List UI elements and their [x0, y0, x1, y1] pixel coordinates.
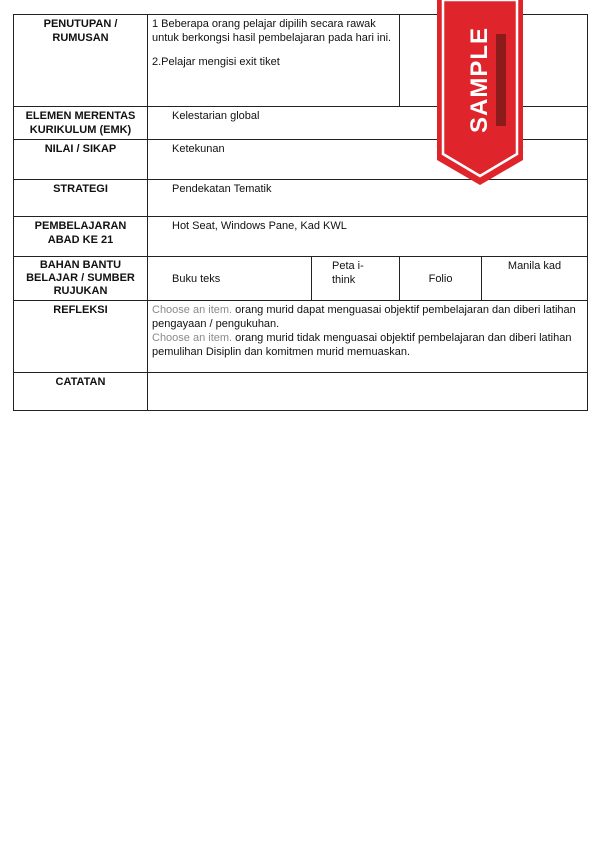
row-refleksi: [14, 301, 588, 373]
label-strategi: STRATEGI: [14, 180, 148, 217]
value-catatan: [148, 373, 588, 411]
watermark-text: SAMPLE: [466, 26, 494, 134]
refleksi-text-2: orang murid tidak menguasai objektif pembelajaran dan diberi latihan pemulihan Disiplin dan komitmen murid memuaskan.: [152, 332, 572, 358]
value-emk: Kelestarian global: [148, 107, 588, 140]
row-strategi: [14, 180, 588, 217]
label-refleksi: REFLEKSI: [14, 301, 148, 373]
label-nilai: NILAI / SIKAP: [14, 140, 148, 180]
label-emk: ELEMEN MERENTAS KURIKULUM (EMK): [14, 107, 148, 140]
choose-item-dropdown-2[interactable]: Choose an item.: [152, 332, 233, 344]
value-refleksi: [148, 301, 588, 373]
bbm-item-3: Folio: [400, 257, 482, 301]
refleksi-line-2: [152, 331, 583, 359]
value-strategi: Pendekatan Tematik: [148, 180, 588, 217]
row-catatan: [14, 373, 588, 411]
label-abad21: PEMBELAJARAN ABAD KE 21: [14, 217, 148, 257]
refleksi-text-1: orang murid dapat menguasai objektif pembelajaran dan diberi latihan pengayaan / pengukuhan.: [152, 304, 576, 330]
value-nilai: Ketekunan: [148, 140, 588, 180]
value-penutupan: [148, 15, 400, 107]
label-bbm: BAHAN BANTU BELAJAR / SUMBER RUJUKAN: [14, 257, 148, 301]
penutupan-line-1: 1 Beberapa orang pelajar dipilih secara rawak untuk berkongsi hasil pembelajaran pada hari ini.: [152, 18, 392, 44]
label-catatan: CATATAN: [14, 373, 148, 411]
row-abad21: [14, 217, 588, 257]
bbm-item-2: Peta i-think: [312, 257, 400, 301]
bbm-item-4: Manila kad: [482, 257, 588, 301]
row-bbm: [14, 257, 588, 301]
watermark: [437, 26, 523, 134]
value-abad21: Hot Seat, Windows Pane, Kad KWL: [148, 217, 588, 257]
refleksi-line-1: [152, 303, 583, 331]
penutupan-line-2: 2.Pelajar mengisi exit tiket: [152, 56, 280, 68]
label-penutupan: PENUTUPAN / RUMUSAN: [14, 15, 148, 107]
bbm-item-1: Buku teks: [148, 257, 312, 301]
choose-item-dropdown-1[interactable]: Choose an item.: [152, 304, 233, 316]
